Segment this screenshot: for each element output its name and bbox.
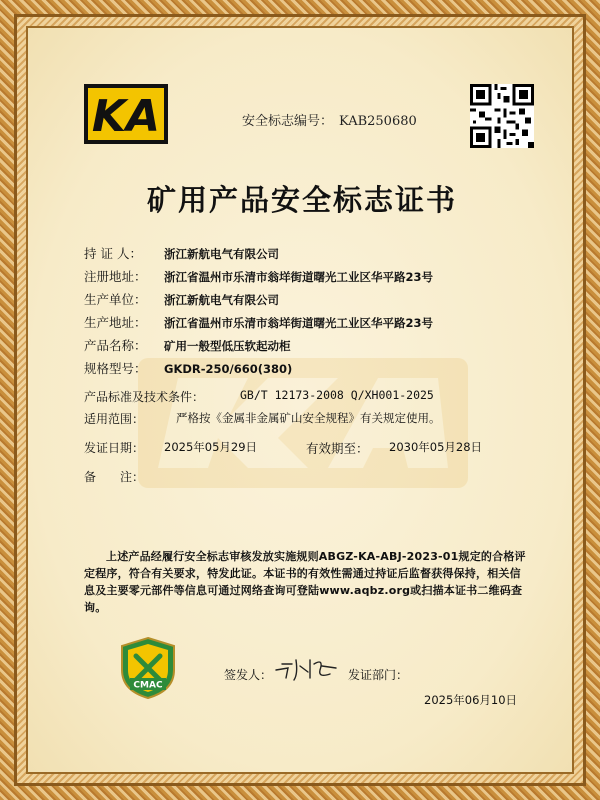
remarks-label: 备 注：: [84, 470, 145, 484]
certification-statement: 上述产品经履行安全标志审核发放实施规则ABGZ-KA-ABJ-2023-01规定的合格评定程序，符合有关要求，特发此证。本证书的有效性需通过持证后监督获得保持，相关信息及主要零元部件等信息可通过网络查询可登陆www.aqbz.org或扫描本证书二维码查询。: [84, 550, 526, 614]
validity-label: 有效期至：: [306, 441, 369, 456]
field-label: 注册地址：: [84, 269, 147, 284]
field-value: 浙江新航电气有限公司: [164, 247, 279, 261]
field-label: 产品名称：: [84, 338, 147, 353]
issue-label: 发证日期：: [84, 441, 145, 455]
field-row-reg-address: [84, 267, 433, 287]
field-value: 浙江省温州市乐清市翁垟街道曙光工业区华平路23号: [164, 270, 434, 284]
signature-icon: [272, 652, 342, 684]
certificate-paper: [26, 26, 574, 774]
field-row-prod-address: [84, 313, 433, 333]
validity-value: 2030年05月28日: [389, 440, 483, 454]
field-row-product-name: [84, 336, 291, 356]
ka-logo-text: KA: [91, 91, 161, 142]
cmac-text: CMAC: [133, 680, 163, 691]
certificate-title: 矿用产品安全标志证书: [146, 183, 457, 217]
qr-code-icon[interactable]: [470, 84, 534, 148]
field-label: 持 证 人：: [84, 246, 142, 261]
frame-inner-border: [14, 14, 586, 786]
field-row-standard: [84, 388, 434, 408]
field-row-holder: [84, 244, 279, 264]
issuer-label: 签发人：: [224, 668, 273, 682]
field-value: 浙江省温州市乐清市翁垟街道曙光工业区华平路23号: [164, 316, 434, 330]
field-label: 生产单位：: [84, 292, 147, 307]
serial-label: 安全标志编号：: [242, 114, 334, 129]
field-row-remarks: [84, 468, 144, 488]
field-row-model: [84, 359, 292, 379]
serial-value: KAB250680: [339, 114, 417, 129]
issue-date-value: 2025年05月29日: [164, 440, 258, 454]
signed-date: 2025年06月10日: [424, 693, 518, 707]
serial-number: [242, 110, 417, 129]
ka-logo: [84, 84, 168, 144]
cmac-badge-icon: [120, 636, 176, 700]
department-label: 发证部门：: [348, 668, 409, 682]
field-value: GKDR-250/660(380): [164, 362, 293, 376]
scope-label: 适用范围：: [84, 412, 145, 426]
field-row-manufacturer: [84, 290, 279, 310]
field-value: 矿用一般型低压软起动柜: [164, 339, 291, 353]
field-row-dates: [84, 439, 483, 459]
field-label: 规格型号：: [84, 361, 147, 376]
field-row-scope: [84, 410, 441, 430]
standard-label: 产品标准及技术条件：: [84, 390, 205, 404]
field-value: 浙江新航电气有限公司: [164, 293, 279, 307]
scope-value: 严格按《金属非金属矿山安全规程》有关规定使用。: [176, 411, 441, 425]
field-label: 生产地址：: [84, 315, 147, 330]
standard-value: GB/T 12173-2008 Q/XH001-2025: [240, 388, 434, 402]
